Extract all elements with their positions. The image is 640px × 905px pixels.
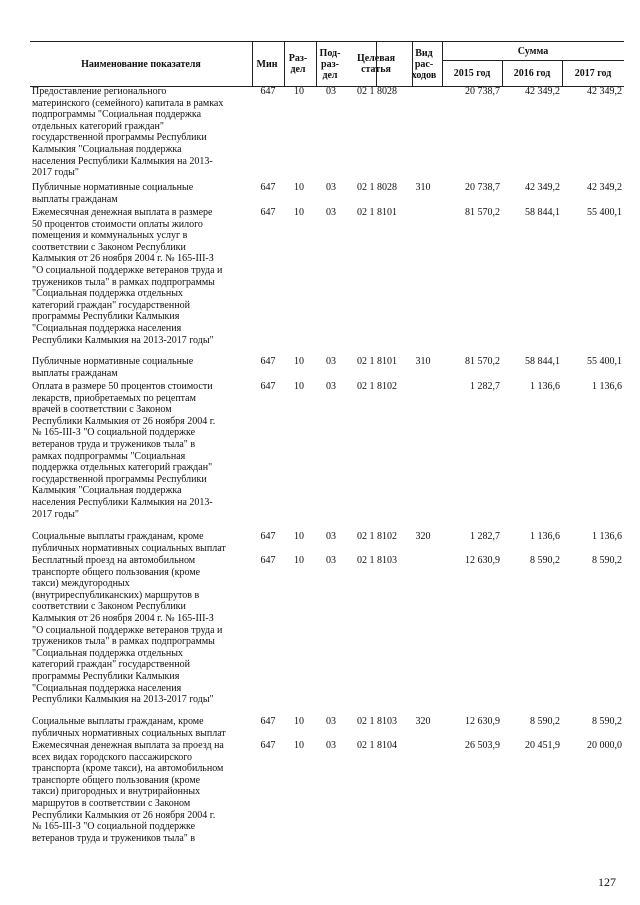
row-sum-2017: 1 136,6 <box>592 381 622 392</box>
row-min: 647 <box>260 716 276 727</box>
row-sum-2015: 81 570,2 <box>465 207 500 218</box>
row-sum-2016: 8 590,2 <box>530 716 560 727</box>
row-podrazdel: 03 <box>326 555 336 566</box>
header-podrazdel: Под- раз- дел <box>319 47 341 81</box>
row-name: Ежемесячная денежная выплата за проезд на всех видах городского пассажирского транспорта (кроме такси), на автомобильном транспорте общего пользования (кроме такси) пригородных и внутрирайонных маршрутов в соответствии с Законом Республики Калмыкия от 26 ноября 2004 г. № 165-III-З "О социальной поддержке ветеранов труда и тружеников тыла" в <box>32 740 224 844</box>
row-celevaya: 02 1 8103 <box>357 716 397 727</box>
row-sum-2015: 81 570,2 <box>465 356 500 367</box>
row-sum-2016: 58 844,1 <box>525 356 560 367</box>
row-sum-2017: 20 000,0 <box>587 740 622 751</box>
row-celevaya: 02 1 8101 <box>357 207 397 218</box>
row-sum-2017: 55 400,1 <box>587 207 622 218</box>
row-sum-2015: 20 738,7 <box>465 182 500 193</box>
row-name: Социальные выплаты гражданам, кроме публичных нормативных социальных выплат <box>32 531 226 554</box>
row-razdel: 10 <box>294 207 304 218</box>
header-2017: 2017 год <box>574 67 612 79</box>
row-sum-2017: 55 400,1 <box>587 356 622 367</box>
row-sum-2016: 1 136,6 <box>530 381 560 392</box>
row-vid: 310 <box>415 356 431 367</box>
row-podrazdel: 03 <box>326 356 336 367</box>
row-sum-2015: 26 503,9 <box>465 740 500 751</box>
row-vid: 320 <box>415 716 431 727</box>
row-min: 647 <box>260 740 276 751</box>
row-sum-2015: 20 738,7 <box>465 86 500 97</box>
row-min: 647 <box>260 381 276 392</box>
row-sum-2017: 8 590,2 <box>592 716 622 727</box>
row-sum-2015: 12 630,9 <box>465 716 500 727</box>
row-razdel: 10 <box>294 531 304 542</box>
row-sum-2016: 42 349,2 <box>525 86 560 97</box>
row-celevaya: 02 1 8103 <box>357 555 397 566</box>
row-celevaya: 02 1 8102 <box>357 381 397 392</box>
row-name: Бесплатный проезд на автомобильном транспорте общего пользования (кроме такси) междугородных (внутриреспубликанских) маршрутов в соответствии с Законом Республики Калмыкия от 26 ноября 2004 г. № 165-III-З "О социальной поддержке ветеранов труда и тружеников тыла" в рамках подпрограммы "Социальная поддержка отдельных категорий граждан" государственной программы Республики Калмыкия "Социальная поддержка населения Республики Калмыкия на 2013-2017 годы" <box>32 555 223 706</box>
row-sum-2016: 8 590,2 <box>530 555 560 566</box>
row-razdel: 10 <box>294 740 304 751</box>
header-name: Наименование показателя <box>81 58 201 70</box>
row-name: Публичные нормативные социальные выплаты гражданам <box>32 182 194 205</box>
header-summa: Сумма <box>517 45 549 57</box>
row-sum-2015: 1 282,7 <box>470 381 500 392</box>
header-2015: 2015 год <box>453 67 491 79</box>
row-podrazdel: 03 <box>326 531 336 542</box>
row-sum-2017: 42 349,2 <box>587 86 622 97</box>
row-sum-2017: 1 136,6 <box>592 531 622 542</box>
row-min: 647 <box>260 531 276 542</box>
header-divider <box>252 41 253 86</box>
header-razdel: Раз- дел <box>288 53 308 75</box>
row-sum-2017: 8 590,2 <box>592 555 622 566</box>
row-razdel: 10 <box>294 356 304 367</box>
row-razdel: 10 <box>294 381 304 392</box>
header-divider <box>376 41 377 86</box>
row-celevaya: 02 1 8101 <box>357 356 397 367</box>
row-min: 647 <box>260 555 276 566</box>
row-name: Оплата в размере 50 процентов стоимости лекарств, приобретаемых по рецептам врачей в соответствии с Законом Республики Калмыкия от 26 ноября 2004 г. № 165-III-З "О социальной поддержке ветеранов труда и тружеников тыла" в рамках подпрограммы "Социальная поддержка отдельных категорий граждан" государственной программы Республики Калмыкия "Социальная поддержка населения Республики Калмыкия на 2013- 2017 годы" <box>32 381 216 520</box>
row-razdel: 10 <box>294 716 304 727</box>
header-divider <box>316 41 317 86</box>
row-celevaya: 02 1 8028 <box>357 86 397 97</box>
header-celevaya: Целевая статья <box>356 53 396 75</box>
row-name: Социальные выплаты гражданам, кроме публичных нормативных социальных выплат <box>32 716 226 739</box>
row-min: 647 <box>260 356 276 367</box>
row-vid: 320 <box>415 531 431 542</box>
row-name: Предоставление регионального материнского (семейного) капитала в рамках подпрограммы "Социальная поддержка отдельных категорий граждан" государственной программы Республики Калмыкия "Социальная поддержка населения Республики Калмыкия на 2013- 2017 годы" <box>32 86 224 179</box>
row-celevaya: 02 1 8102 <box>357 531 397 542</box>
row-celevaya: 02 1 8028 <box>357 182 397 193</box>
row-min: 647 <box>260 182 276 193</box>
row-celevaya: 02 1 8104 <box>357 740 397 751</box>
row-vid: 310 <box>415 182 431 193</box>
header-divider <box>412 41 413 86</box>
row-podrazdel: 03 <box>326 182 336 193</box>
row-min: 647 <box>260 207 276 218</box>
row-sum-2016: 20 451,9 <box>525 740 560 751</box>
row-sum-2015: 1 282,7 <box>470 531 500 542</box>
row-razdel: 10 <box>294 182 304 193</box>
row-razdel: 10 <box>294 555 304 566</box>
row-sum-2015: 12 630,9 <box>465 555 500 566</box>
header-divider <box>442 41 443 86</box>
row-sum-2017: 42 349,2 <box>587 182 622 193</box>
header-divider <box>442 60 624 61</box>
header-divider <box>502 61 503 86</box>
row-sum-2016: 42 349,2 <box>525 182 560 193</box>
row-name: Ежемесячная денежная выплата в размере 50 процентов стоимости оплаты жилого помещения и коммунальных услуг в соответствии с Законом Республики Калмыкия от 26 ноября 2004 г. № 165-III-З "О социальной поддержке ветеранов труда и тружеников тыла" в рамках подпрограммы "Социальная поддержка отдельных категорий граждан" государственной программы Республики Калмыкия "Социальная поддержка населения Республики Калмыкия на 2013-2017 годы" <box>32 207 223 346</box>
row-podrazdel: 03 <box>326 86 336 97</box>
header-min: Мин <box>256 58 278 70</box>
header-2016: 2016 год <box>513 67 551 79</box>
header-divider <box>562 61 563 86</box>
row-podrazdel: 03 <box>326 740 336 751</box>
row-sum-2016: 1 136,6 <box>530 531 560 542</box>
row-podrazdel: 03 <box>326 716 336 727</box>
header-vid: Вид рас- ходов <box>411 47 437 81</box>
row-min: 647 <box>260 86 276 97</box>
row-podrazdel: 03 <box>326 207 336 218</box>
row-name: Публичные нормативные социальные выплаты гражданам <box>32 356 194 379</box>
header-divider <box>284 41 285 86</box>
row-razdel: 10 <box>294 86 304 97</box>
row-podrazdel: 03 <box>326 381 336 392</box>
page-number: 127 <box>598 875 616 889</box>
row-sum-2016: 58 844,1 <box>525 207 560 218</box>
